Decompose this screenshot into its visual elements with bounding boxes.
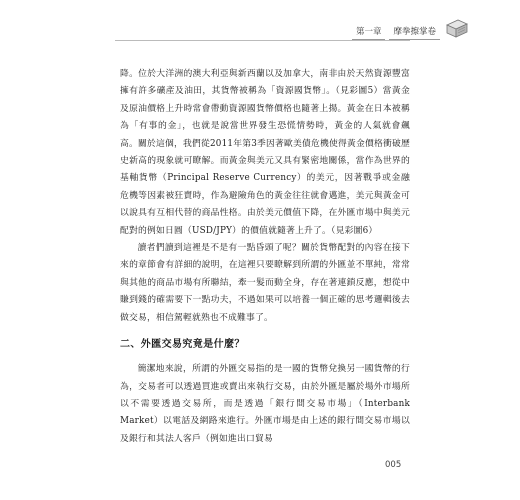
- running-header: [300, 22, 440, 40]
- chapter-title: 摩拳擦掌卷: [389, 23, 440, 40]
- page-body: [120, 66, 410, 448]
- header-rule: [115, 40, 410, 41]
- page-number: 005: [385, 460, 402, 470]
- body-paragraph: 降。位於大洋洲的澳大利亞與新西蘭以及加拿大，南非由於天然資源豐富擁有許多礦產及油田，其貨幣被稱為「資源國貨幣」。（見彩圖5）當黃金及原油價格上升時常會帶動資源國貨幣價格也隨著上揚。黃金在日本被稱為「有事的金」，也就是說當世界發生恐慌情勢時，黃金的人氣就會飆高。關於這個，我們從2011年第3季因著歐美債危機使得黃金價格衝破歷史新高的現象就可瞭解。而黃金與美元又具有緊密地關係，當作為世界的基軸貨幣（Principal Reserve Currency）的美元，因著戰爭或金融危機等因素被狂賣時，作為避險角色的黃金往往就會邁進，美元與黃金可以說具有互相代替的商品性格。由於美元價值下降，在外匯市場中與美元配對的例如日圓（USD/JPY）的價值就隨著上升了。（見彩圖6）: [120, 69, 410, 236]
- body-paragraph: 簡潔地來說，所謂的外匯交易指的是一國的貨幣兌換另一國貨幣的行為，交易者可以透過買進或賣出來執行交易，由於外匯是屬於場外市場所以不需要透過交易所，而是透過「銀行間交易市場」（Interbank Market）以電話及網路來進行。外匯市場是由上述的銀行間交易市場以及銀行和其法人客戶（例如進出口貿易: [120, 364, 410, 444]
- section-heading: 二、外匯交易究竟是什麼？: [120, 339, 245, 351]
- chapter-label: 第一章: [352, 23, 386, 40]
- body-paragraph: 讀者們讀到這裡是不是有一點昏頭了呢？關於貨幣配對的內容在接下來的章節會有詳細的說明，在這裡只要瞭解到所謂的外匯並不單純，常常與其他的商品市場有所聯結，牽一髮而動全身，存在著連鎖反應，想從中賺到錢的確需要下一點功夫，不過如果可以培養一個正確的思考邏輯後去做交易，相信駕輕就熟也不成難事了。: [120, 243, 410, 323]
- book-stack-icon: [444, 16, 470, 42]
